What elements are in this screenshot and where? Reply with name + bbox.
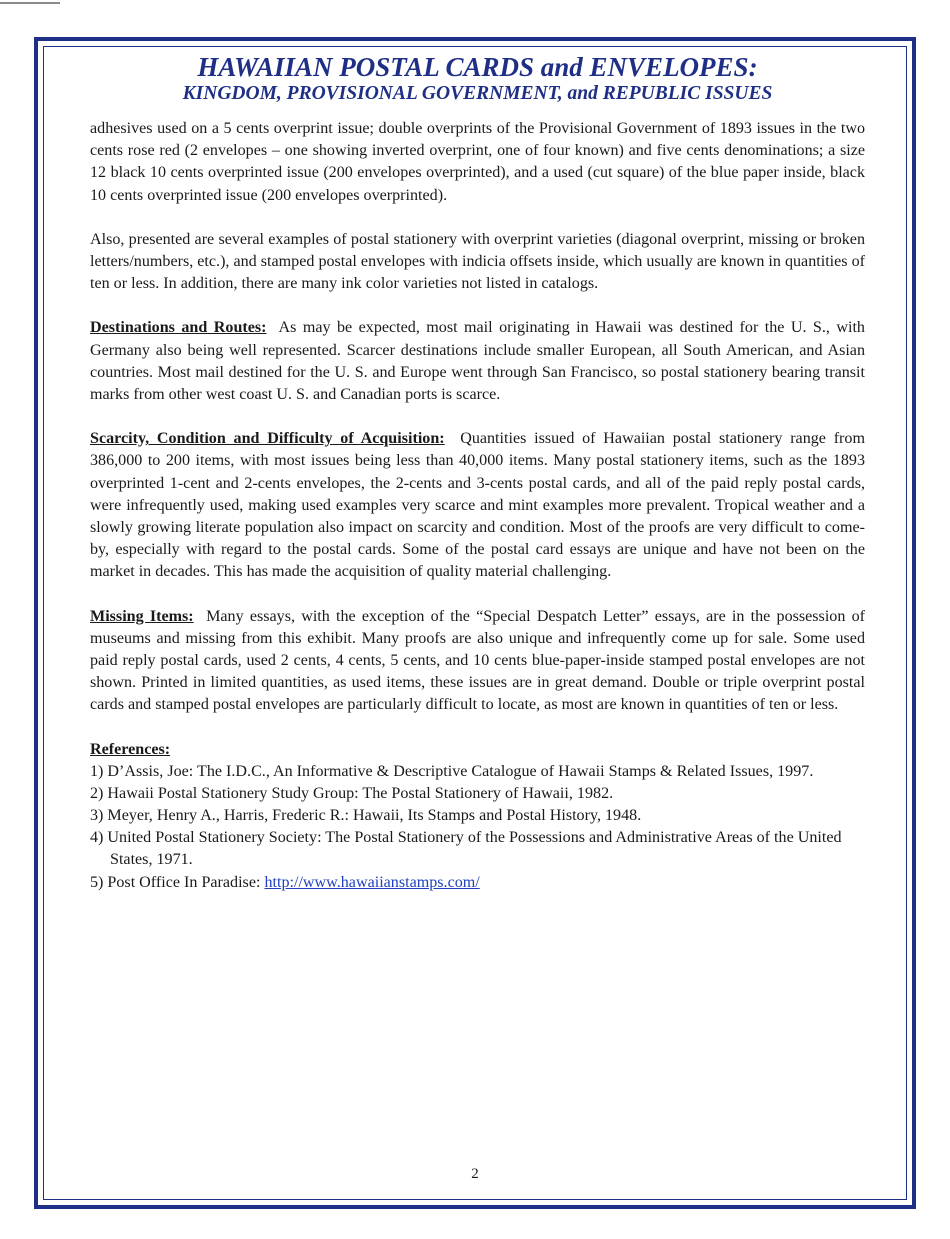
- paragraph-varieties: Also, presented are several examples of postal stationery with overprint varieties (diagonal overprint, missing or broken letters/numbers, etc.), and stamped postal envelopes with indicia offsets inside, which usually are known in quantities of ten or less. In addition, there are many ink color varieties not listed in catalogs.: [90, 230, 865, 293]
- section-text-destinations: As may be expected, most mail originating in Hawaii was destined for the U. S., with Germany also being well represented. Scarcer destinations include smaller European, all South American, and Asian countries. Most mail destined for the U. S. and Europe went through San Francisco, so postal stationery bearing transit marks from other west coast U. S. and Canadian ports is scarce.: [90, 319, 865, 404]
- scan-artifact-line: [0, 2, 60, 4]
- reference-item: [90, 872, 865, 894]
- reference-item: 4) United Postal Stationery Society: The Postal Stationery of the Possessions and Administrative Areas of the United States, 1971.: [90, 829, 842, 869]
- section-destinations: [90, 317, 865, 406]
- reference-item: 3) Meyer, Henry A., Harris, Frederic R.: Hawaii, Its Stamps and Postal History, 1948.: [90, 807, 642, 825]
- section-heading-destinations: Destinations and Routes:: [90, 319, 267, 337]
- page-title: HAWAIIAN POSTAL CARDS and ENVELOPES:: [197, 52, 758, 82]
- page-number: 2: [471, 1166, 479, 1182]
- section-text-scarcity: Quantities issued of Hawaiian postal stationery range from 386,000 to 200 items, with most issues being less than 40,000 items. Many postal stationery items, such as the 1893 overprinted 1-cent and 2-cents envelopes, the 2-cents and 3-cents postal cards, and all of the paid reply postal cards, were infrequently used, making used examples very scarce and mint examples more prevalent. Tropical weather and a slowly growing literate population also impact on scarcity and condition. Most of the proofs are very difficult to come-by, especially with regard to the postal cards. Some of the postal card essays are unique and have not been on the market in decades. This has made the acquisition of quality material challenging.: [90, 430, 865, 581]
- reference-link-hawaiianstamps[interactable]: http://www.hawaiianstamps.com/: [264, 873, 480, 891]
- section-text-missing-items: Many essays, with the exception of the “Special Despatch Letter” essays, are in the possession of museums and missing from this exhibit. Many proofs are also unique and infrequently come up for sale. Some used paid reply postal cards, used 2 cents, 4 cents, 5 cents, and 10 cents blue-paper-inside stamped postal envelopes are not shown. Printed in limited quantities, as used items, these issues are in great demand. Double or triple overprint postal cards and stamped postal envelopes are particularly difficult to locate, as most are known in quantities of ten or less.: [90, 607, 865, 714]
- reference-item: 2) Hawaii Postal Stationery Study Group: The Postal Stationery of Hawaii, 1982.: [90, 784, 614, 802]
- references-section: [90, 739, 865, 894]
- reference-item-label: 5) Post Office In Paradise:: [90, 873, 265, 891]
- page-content: [90, 52, 865, 894]
- section-missing-items: [90, 606, 865, 717]
- references-heading: References:: [90, 740, 171, 758]
- paragraph-overprints: adhesives used on a 5 cents overprint issue; double overprints of the Provisional Government of 1893 issues in the two cents rose red (2 envelopes – one showing inverted overprint, one of four known) and five cents denominations; a size 12 black 10 cents overprinted issue (200 envelopes overprinted), and a used (cut square) of the blue paper inside, black 10 cents overprinted issue (200 envelopes overprinted).: [90, 120, 865, 204]
- reference-item: 1) D’Assis, Joe: The I.D.C., An Informative & Descriptive Catalogue of Hawaii Stamps & Related Issues, 1997.: [90, 762, 814, 780]
- section-heading-missing-items: Missing Items:: [90, 607, 194, 625]
- page-subtitle: KINGDOM, PROVISIONAL GOVERNMENT, and REPUBLIC ISSUES: [182, 83, 773, 104]
- section-heading-scarcity: Scarcity, Condition and Difficulty of Acquisition:: [90, 430, 445, 448]
- references-list: [90, 761, 865, 894]
- section-scarcity: [90, 428, 865, 583]
